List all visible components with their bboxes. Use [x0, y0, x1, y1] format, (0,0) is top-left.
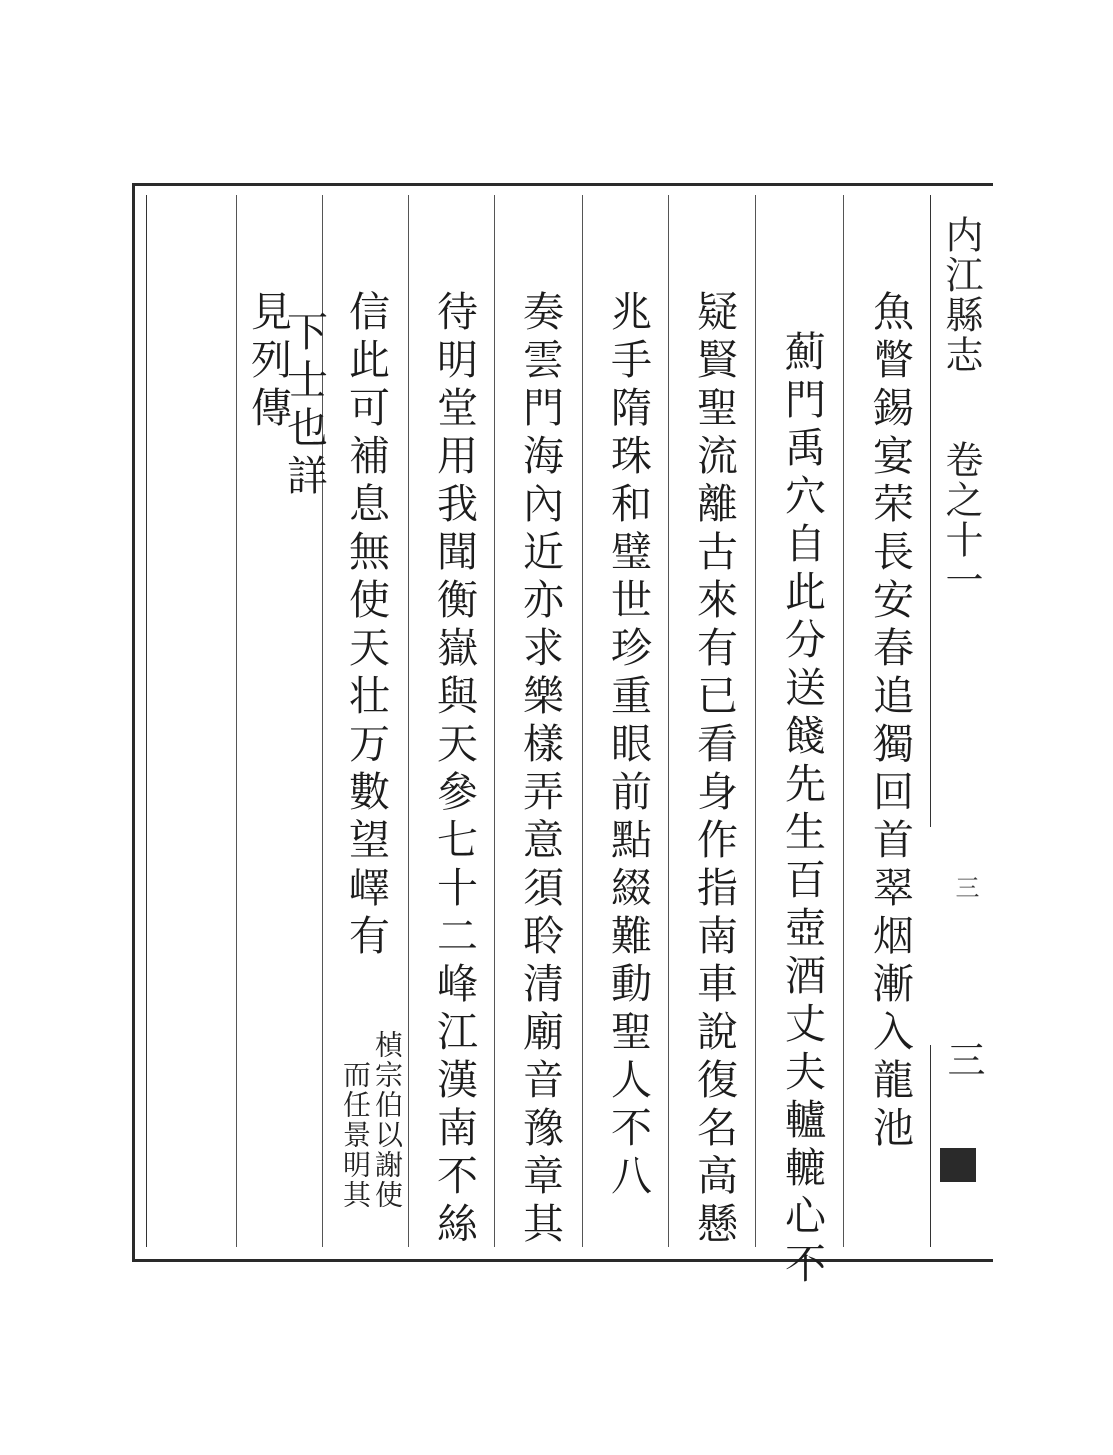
column-rule	[408, 195, 409, 1247]
column-rule	[755, 195, 756, 1247]
inner-left-rule	[146, 195, 147, 1247]
column-rule	[843, 195, 844, 1247]
text-column-7: 信此可補息無使天壮万數望嶧有	[342, 290, 390, 962]
column-rule	[494, 195, 495, 1247]
column-rule	[582, 195, 583, 1247]
annotation-column-1: 楨宗伯以謝使	[371, 1030, 404, 1210]
margin-fishtail-mark	[940, 1148, 976, 1182]
margin-small-mark: 三	[951, 875, 979, 899]
annotation-column-2: 而任景明其	[339, 1060, 372, 1210]
margin-divider	[930, 195, 931, 827]
column-rule	[236, 195, 237, 1247]
text-column-5: 奏雲門海內近亦求樂樣弄意須聆清廟音豫章其	[516, 290, 564, 1250]
closing-line-1: 下士也詳	[280, 310, 328, 502]
text-column-3: 疑賢聖流離古來有已看身作指南車說復名高懸	[690, 290, 738, 1250]
margin-divider	[930, 1045, 931, 1247]
text-column-1: 魚瞥錫宴荣長安春追獨回首翠烟漸入龍池	[866, 290, 914, 1154]
column-rule	[668, 195, 669, 1247]
margin-page-number: 三	[941, 1040, 985, 1080]
text-column-2: 薊門禹穴自此分送餞先生百壺酒丈夫轤轆心不	[778, 330, 826, 1290]
margin-title: 内江縣志	[939, 215, 983, 375]
margin-volume: 卷之十一	[939, 440, 983, 600]
closing-line-2: 見列傳	[244, 290, 292, 434]
text-column-6: 待明堂用我聞衡嶽與天參七十二峰江漢南不絲	[430, 290, 478, 1250]
text-column-4: 兆手隋珠和璧世珍重眼前點綴難動聖人不八	[604, 290, 652, 1202]
